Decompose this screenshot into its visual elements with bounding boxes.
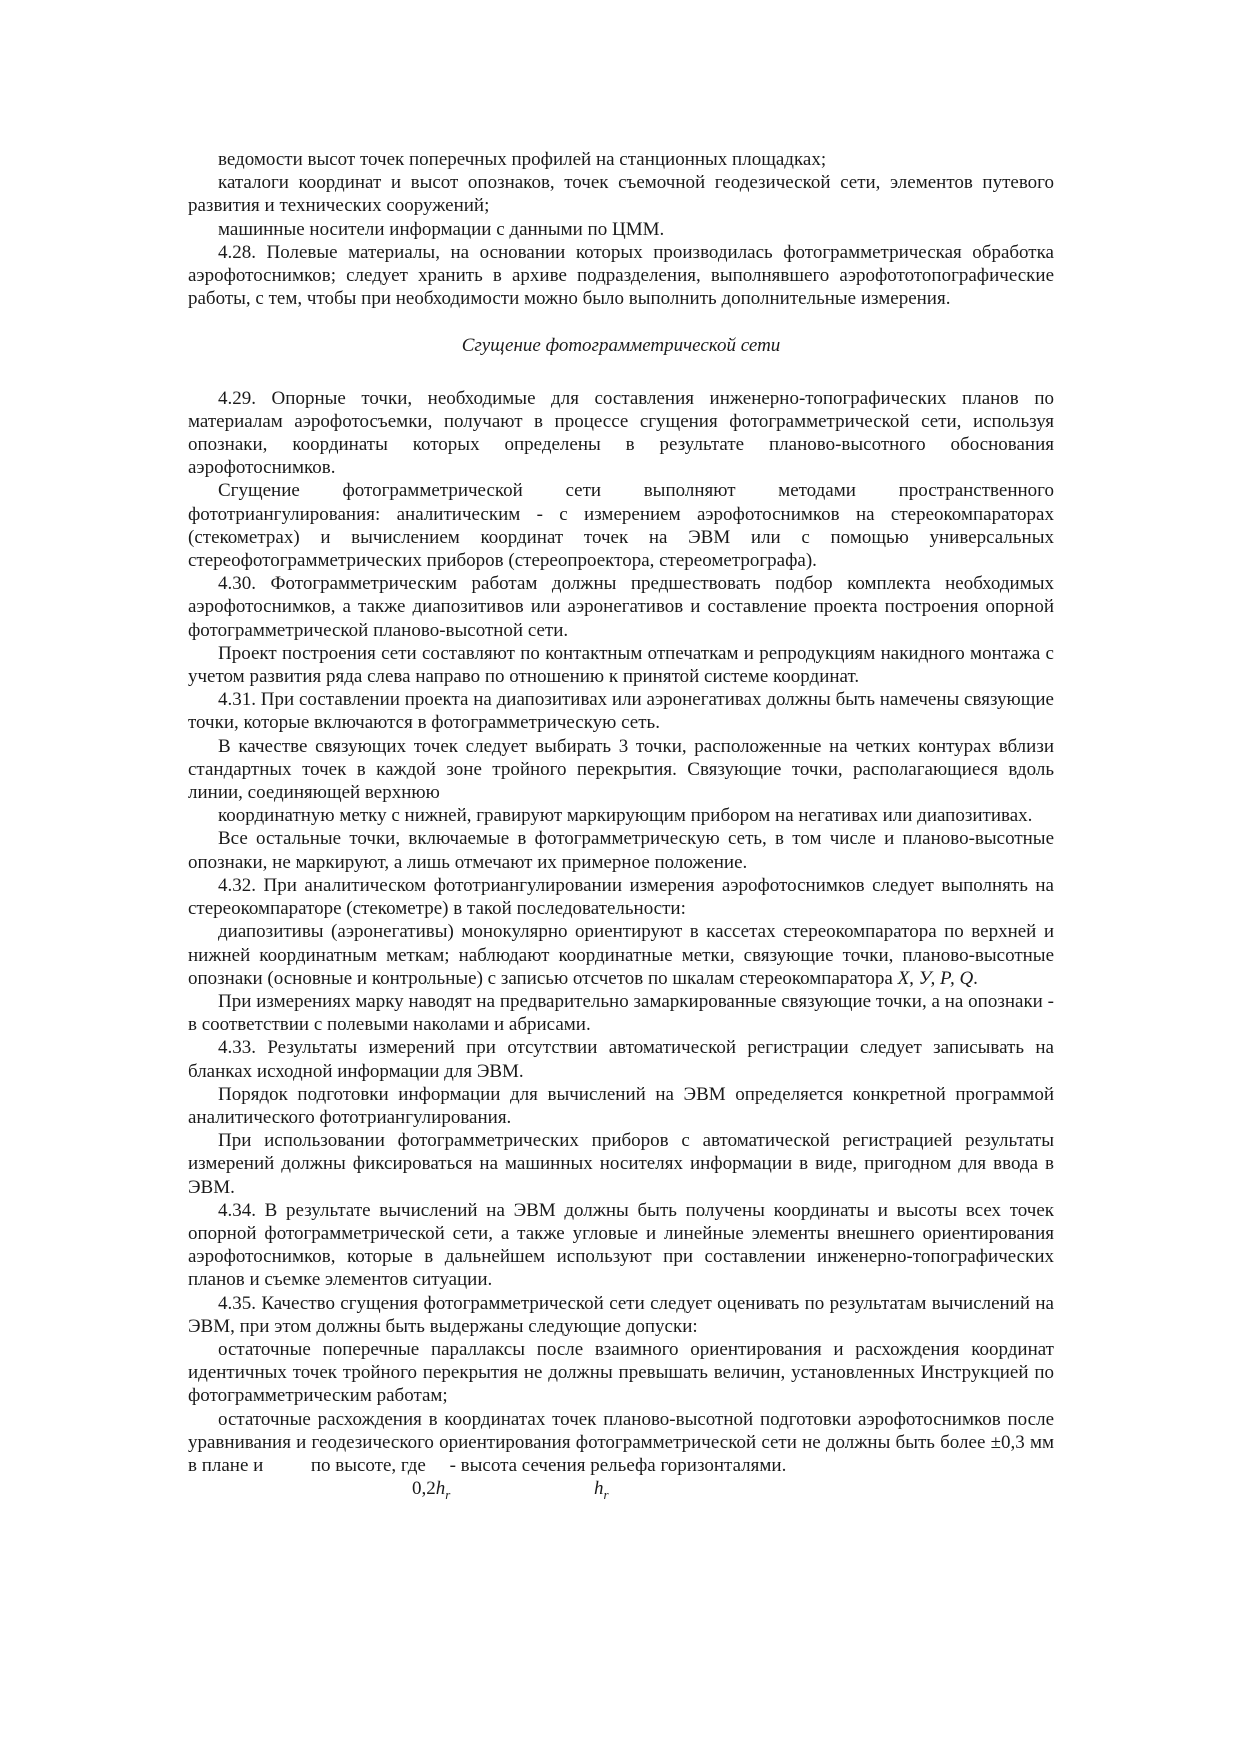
- paragraph: ведомости высот точек поперечных профилей на станционных площадках;: [218, 149, 827, 170]
- paragraph: При использовании фотограмметрических приборов с автоматической регистрацией результаты измерений должны фиксироваться на машинных носителях информации в виде, пригодном для ввода в ЭВМ.: [188, 1130, 1054, 1198]
- paragraph: В качестве связующих точек следует выбирать 3 точки, расположенные на четких контурах вблизи стандартных точек в каждой зоне тройного перекрытия. Связующие точки, располагающиеся вдоль линии, соединяющей верхнюю: [188, 735, 1054, 804]
- paragraph: Порядок подготовки информации для вычислений на ЭВМ определяется конкретной программой аналитического фототриангулирования.: [188, 1083, 1054, 1128]
- paragraph: остаточные поперечные параллаксы после взаимного ориентирования и расхождения координат идентичных точек тройного перекрытия не должны превышать величин, установленных Инструкцией по фотограмметрическим работам;: [188, 1338, 1054, 1407]
- paragraph: координатную метку с нижней, гравируют маркирующим прибором на негативах или диапозитивах.: [218, 805, 1033, 827]
- document-page: [188, 148, 1059, 1503]
- paragraph: 4.34. В результате вычислений на ЭВМ должны быть получены координаты и высоты всех точек опорной фотограмметрической сети, а также угловые и линейные элементы внешнего ориентирования аэрофотоснимков, которые в дальнейшем используют при составлении инженерно-топографических планов и съемке элементов ситуации.: [188, 1199, 1054, 1291]
- paragraph: 4.29. Опорные точки, необходимые для составления инженерно-топографических планов по материалам аэрофотосъемки, получают в процессе сгущения фотограмметрической сети, используя опознаки, координаты которых определены в результате планово-высотного обоснования аэрофотоснимков.: [188, 387, 1054, 479]
- formula-height-tolerance: $0,2h_r$: [412, 1478, 451, 1502]
- paragraph: каталоги координат и высот опознаков, точек съемочной геодезической сети, элементов путевого развития и технических сооружений;: [188, 172, 1054, 217]
- stereo-variables: Х, У, Р, Q: [897, 967, 974, 989]
- paragraph: Сгущение фотограмметрической сети выполняют методами пространственного фототриангулирования: аналитическим - с измерением аэрофотоснимков на стереокомпараторах (стекометрах) и вычислением координат точек на ЭВМ или с помощью универсальных стереофотограмметрических приборов (стереопроектора, стереометрографа).: [188, 480, 1054, 572]
- paragraph-end: .: [973, 967, 978, 989]
- paragraph: машинные носители информации с данными по ЦММ.: [218, 218, 665, 240]
- paragraph: 4.31. При составлении проекта на диапозитивах или аэронегативах должны быть намечены связующие точки, которые включаются в фотограмметрическую сеть.: [188, 689, 1054, 734]
- formula-variable-h: h: [435, 1478, 446, 1500]
- paragraph-text: диапозитивы (аэронегативы) монокулярно ориентируют в кассетах стереокомпаратора по верхней и нижней координатным меткам; наблюдают координатные метки, связующие точки, планово-высотные опознаки (основные и контрольные) с записью отсчетов по шкалам стереокомпаратора: [188, 921, 1054, 989]
- formula-contour-interval: $h_r$: [594, 1478, 609, 1502]
- paragraph: Проект построения сети составляют по контактным отпечаткам и репродукциям накидного монтажа с учетом развития ряда слева направо по отношению к принятой системе координат.: [188, 642, 1054, 688]
- paragraph-tolerances: остаточные расхождения в координатах точек планово-высотной подготовки аэрофотоснимков после уравнивания и геодезического ориентирования фотограмметрической сети не должны быть более ±0,3 мм в плане и по высоте, где - высота сечения рельефа горизонталями.: [188, 1408, 1059, 1476]
- paragraph: При измерениях марку наводят на предварительно замаркированные связующие точки, а на опознаки - в соответствии с полевыми наколами и абрисами.: [188, 990, 1054, 1036]
- paragraph: 4.28. Полевые материалы, на основании которых производилась фотограмметрическая обработка аэрофотоснимков; следует хранить в архиве подразделения, выполнявшего аэрофототопографические работы, с тем, чтобы при необходимости можно было выполнить дополнительные измерения.: [188, 241, 1054, 310]
- paragraph: 4.33. Результаты измерений при отсутствии автоматической регистрации следует записывать на бланках исходной информации для ЭВМ.: [188, 1037, 1054, 1082]
- paragraph: Все остальные точки, включаемые в фотограмметрическую сеть, в том числе и планово-высотные опознаки, не маркируют, а лишь отмечают их примерное положение.: [188, 828, 1054, 873]
- paragraph: 4.30. Фотограмметрическим работам должны предшествовать подбор комплекта необходимых аэрофотоснимков, а также диапозитивов или аэронегативов и составление проекта построения опорной фотограмметрической планово-высотной сети.: [188, 573, 1054, 641]
- paragraph-stereocomparator: [188, 920, 1054, 990]
- paragraph: 4.35. Качество сгущения фотограмметрической сети следует оценивать по результатам вычислений на ЭВМ, при этом должны быть выдержаны следующие допуски:: [188, 1292, 1054, 1337]
- section-heading: Сгущение фотограмметрической сети: [461, 335, 781, 357]
- formula-row: [188, 1477, 1054, 1503]
- paragraph: 4.32. При аналитическом фототриангулировании измерения аэрофотоснимков следует выполнять на стереокомпараторе (стекометре) в такой последовательности:: [188, 874, 1054, 920]
